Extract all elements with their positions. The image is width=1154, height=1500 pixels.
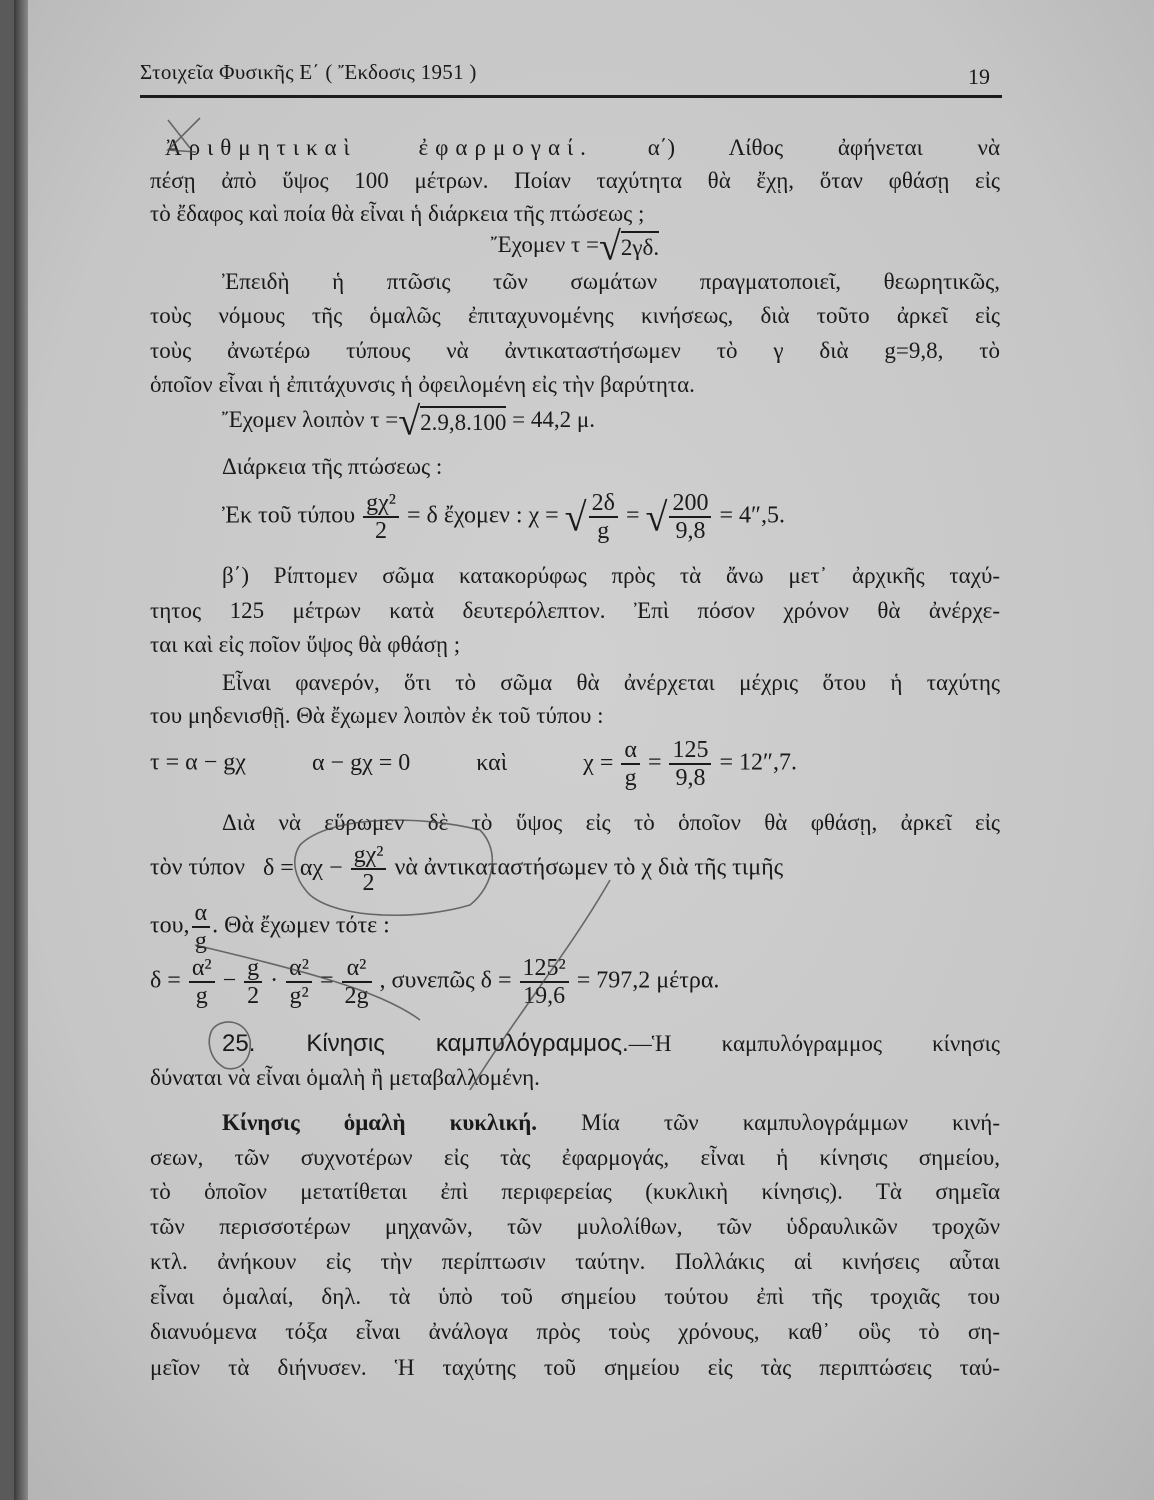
equation-line [150, 842, 1000, 896]
text: = 44,2 μ. [512, 407, 595, 432]
text-line: πέσῃ ἀπὸ ὕψος 100 μέτρων. Ποίαν ταχύτητα θὰ ἔχῃ, ὅταν φθάσῃ εἰς [150, 168, 1000, 193]
text-line: τὸ ὁποῖον μετατίθεται ἐπὶ περιφερείας (κυκλικὴ κίνησις). Τὰ σημεῖα [150, 1179, 1000, 1204]
text-line: διανυόμενα τόξα εἶναι ἀνάλογα πρὸς τοὺς χρόνους, καθ᾽ οὓς τὸ ση- [150, 1319, 1000, 1344]
denominator: 2 [375, 518, 388, 544]
text-line: του μηδενισθῇ. Θὰ ἔχωμεν λοιπὸν ἐκ τοῦ τύπου : [150, 703, 604, 728]
numerator: 2δ [589, 490, 618, 518]
text-line: κτλ. ἀνήκουν εἰς τὴν περίπτωσιν ταύτην. Πολλάκις αἱ κινήσεις αὗται [150, 1249, 1000, 1274]
numerator: α² [189, 955, 215, 983]
text: = [319, 967, 334, 994]
equation-line [150, 900, 390, 954]
text: δ = [150, 967, 181, 994]
text-line: Διάρκεια τῆς πτώσεως : [222, 454, 443, 479]
text: τὸν τύπον [150, 854, 245, 881]
numerator: α² [286, 955, 312, 983]
denominator: 2 [247, 983, 260, 1009]
denominator: g [597, 518, 610, 544]
text-line: ται καὶ εἰς ποῖον ὕψος θὰ φθάσῃ ; [150, 632, 461, 657]
text: − [222, 967, 237, 994]
text: καὶ [476, 749, 508, 776]
text-line: ὁποῖον εἶναι ἡ ἐπιτάχυνσις ἡ ὀφειλομένη εἰς τὴν βαρύτητα. [150, 372, 695, 397]
text: του, [150, 912, 190, 939]
text: = 797,2 μέτρα. [576, 967, 720, 994]
text: = [647, 749, 662, 776]
text-line: Ἐπειδὴ ἡ πτῶσις τῶν σωμάτων πραγματοποιεῖ, θεωρητικῶς, [222, 269, 1000, 294]
text-line: σεων, τῶν συχνοτέρων εἰς τὰς ἐφαρμογάς, εἶναι ἡ κίνησις σημείου, [150, 1145, 1000, 1170]
text: = 4″,5. [719, 502, 785, 529]
text: Ἔχομεν τ = [490, 232, 599, 257]
text: Ἐκ τοῦ τύπου [222, 502, 356, 529]
text: χ = [583, 749, 614, 776]
equation-line [150, 955, 719, 1009]
denominator: 19,6 [523, 983, 566, 1009]
numerator: gχ² [351, 842, 387, 870]
page-number: 19 [968, 64, 990, 89]
text-line: τῶν περισσοτέρων μηχανῶν, τῶν μυλολίθων, τῶν ὑδραυλικῶν τροχῶν [150, 1214, 1000, 1239]
text-line: τοὺς ἀνωτέρω τύπους νὰ ἀντικαταστήσωμεν τὸ γ διὰ g=9,8, τὸ [150, 338, 1000, 363]
denominator: g [194, 928, 207, 954]
numerator: 125² [520, 955, 569, 983]
equation-line: Ἔχομεν λοιπὸν τ =√2.9,8.100 = 44,2 μ. [222, 399, 595, 445]
numerator: 125 [669, 737, 711, 765]
text: Μία τῶν καμπυλογράμμων κινή- [581, 1110, 1000, 1135]
text: δ = αχ − [263, 854, 343, 881]
numerator: α [192, 900, 211, 928]
text: —Ἡ καμπυλόγραμμος κίνησις [628, 1031, 1000, 1056]
equation-line: Ἐκ τοῦ τύπου $\frac{\text{gχ²}}{2}$ = δ ἔχομεν : χ = √ $\frac{2\delta}{g}$ = √ $\frac{200}{9,8}$ = 4″,5. [222, 490, 785, 544]
text-line: Εἶναι φανερόν, ὅτι τὸ σῶμα θὰ ἀνέρχεται μέχρις ὅτου ἡ ταχύτης [222, 670, 1000, 695]
text: Ἔχομεν λοιπὸν τ = [222, 407, 399, 432]
denominator: 2g [344, 983, 369, 1009]
text: = 12″,7. [719, 749, 798, 776]
text-line: τὸ ἔδαφος καὶ ποία θὰ εἶναι ἡ διάρκεια τῆς πτώσεως ; [150, 201, 645, 226]
radicand: 2γδ. [621, 231, 659, 263]
text: . Θὰ ἔχωμεν τότε : [212, 912, 390, 939]
numerator: α² [342, 955, 372, 983]
header-rule [140, 95, 1002, 98]
text-line: δύναται νὰ εἶναι ὁμαλὴ ἢ μεταβαλλομένη. [150, 1065, 540, 1090]
bold-term: Κίνησις ὁμαλὴ κυκλική. [222, 1110, 538, 1135]
text: τ = α − gχ [150, 749, 246, 776]
denominator: 9,8 [675, 518, 706, 544]
page-edge-shadow [14, 0, 28, 1500]
text-line [165, 133, 1000, 163]
text-line: β΄) Ρίπτομεν σῶμα κατακορύφως πρὸς τὰ ἄνω μετ᾽ ἀρχικῆς ταχύ- [222, 563, 1000, 588]
text: = [625, 502, 640, 529]
subheading-spaced: Ἀριθμητικαὶ ἐφαρμογαί. [165, 135, 593, 160]
equation-line [150, 737, 1000, 791]
numerator: 200 [669, 490, 711, 518]
section-heading: 25. Κίνησις καμπυλόγραμμος. [222, 1030, 629, 1057]
section-heading-line [222, 1029, 1000, 1059]
denominator: g [624, 765, 637, 791]
text-line: τοὺς νόμους τῆς ὁμαλῶς ἐπιταχυνομένης κινήσεως, διὰ τοῦτο ἀρκεῖ εἰς [150, 303, 1000, 328]
text-line: εἶναι ὁμαλαί, δηλ. τὰ ὑπὸ τοῦ σημείου τούτου ἐπὶ τῆς τροχιᾶς του [150, 1284, 1000, 1309]
text-line [222, 1108, 1000, 1138]
numerator: gχ² [363, 490, 399, 518]
numerator: α [621, 737, 640, 765]
denominator: g² [289, 983, 309, 1009]
text-line: Διὰ νὰ εὕρωμεν δὲ τὸ ὕψος εἰς τὸ ὁποῖον θὰ φθάσῃ, ἀρκεῖ εἰς [222, 810, 1000, 835]
denominator: 9,8 [675, 765, 706, 791]
equation-line: Ἔχομεν τ =√2γδ. [490, 224, 660, 270]
text: , συνεπῶς δ = [379, 967, 512, 994]
text: νὰ ἀντικαταστήσωμεν τὸ χ διὰ τῆς τιμῆς [394, 854, 784, 881]
radicand: 2.9,8.100 [420, 406, 506, 438]
text: α΄) Λίθος ἀφήνεται νὰ [647, 135, 1000, 160]
denominator: 2 [362, 870, 375, 896]
running-header: Στοιχεῖα Φυσικῆς Ε΄ ( Ἔκδοσις 1951 ) [140, 60, 477, 84]
denominator: g [195, 983, 208, 1009]
numerator: g [244, 955, 262, 983]
text-line: τητος 125 μέτρων κατὰ δευτερόλεπτον. Ἐπὶ πόσον χρόνον θὰ ἀνέρχε- [150, 598, 1000, 623]
text-line: μεῖον τὰ διήνυσεν. Ἡ ταχύτης τοῦ σημείου εἰς τὰς περιπτώσεις ταύ- [150, 1355, 1000, 1380]
text: · [270, 967, 279, 994]
text: = δ ἔχομεν : χ = [406, 502, 559, 529]
text: α − gχ = 0 [311, 749, 411, 776]
